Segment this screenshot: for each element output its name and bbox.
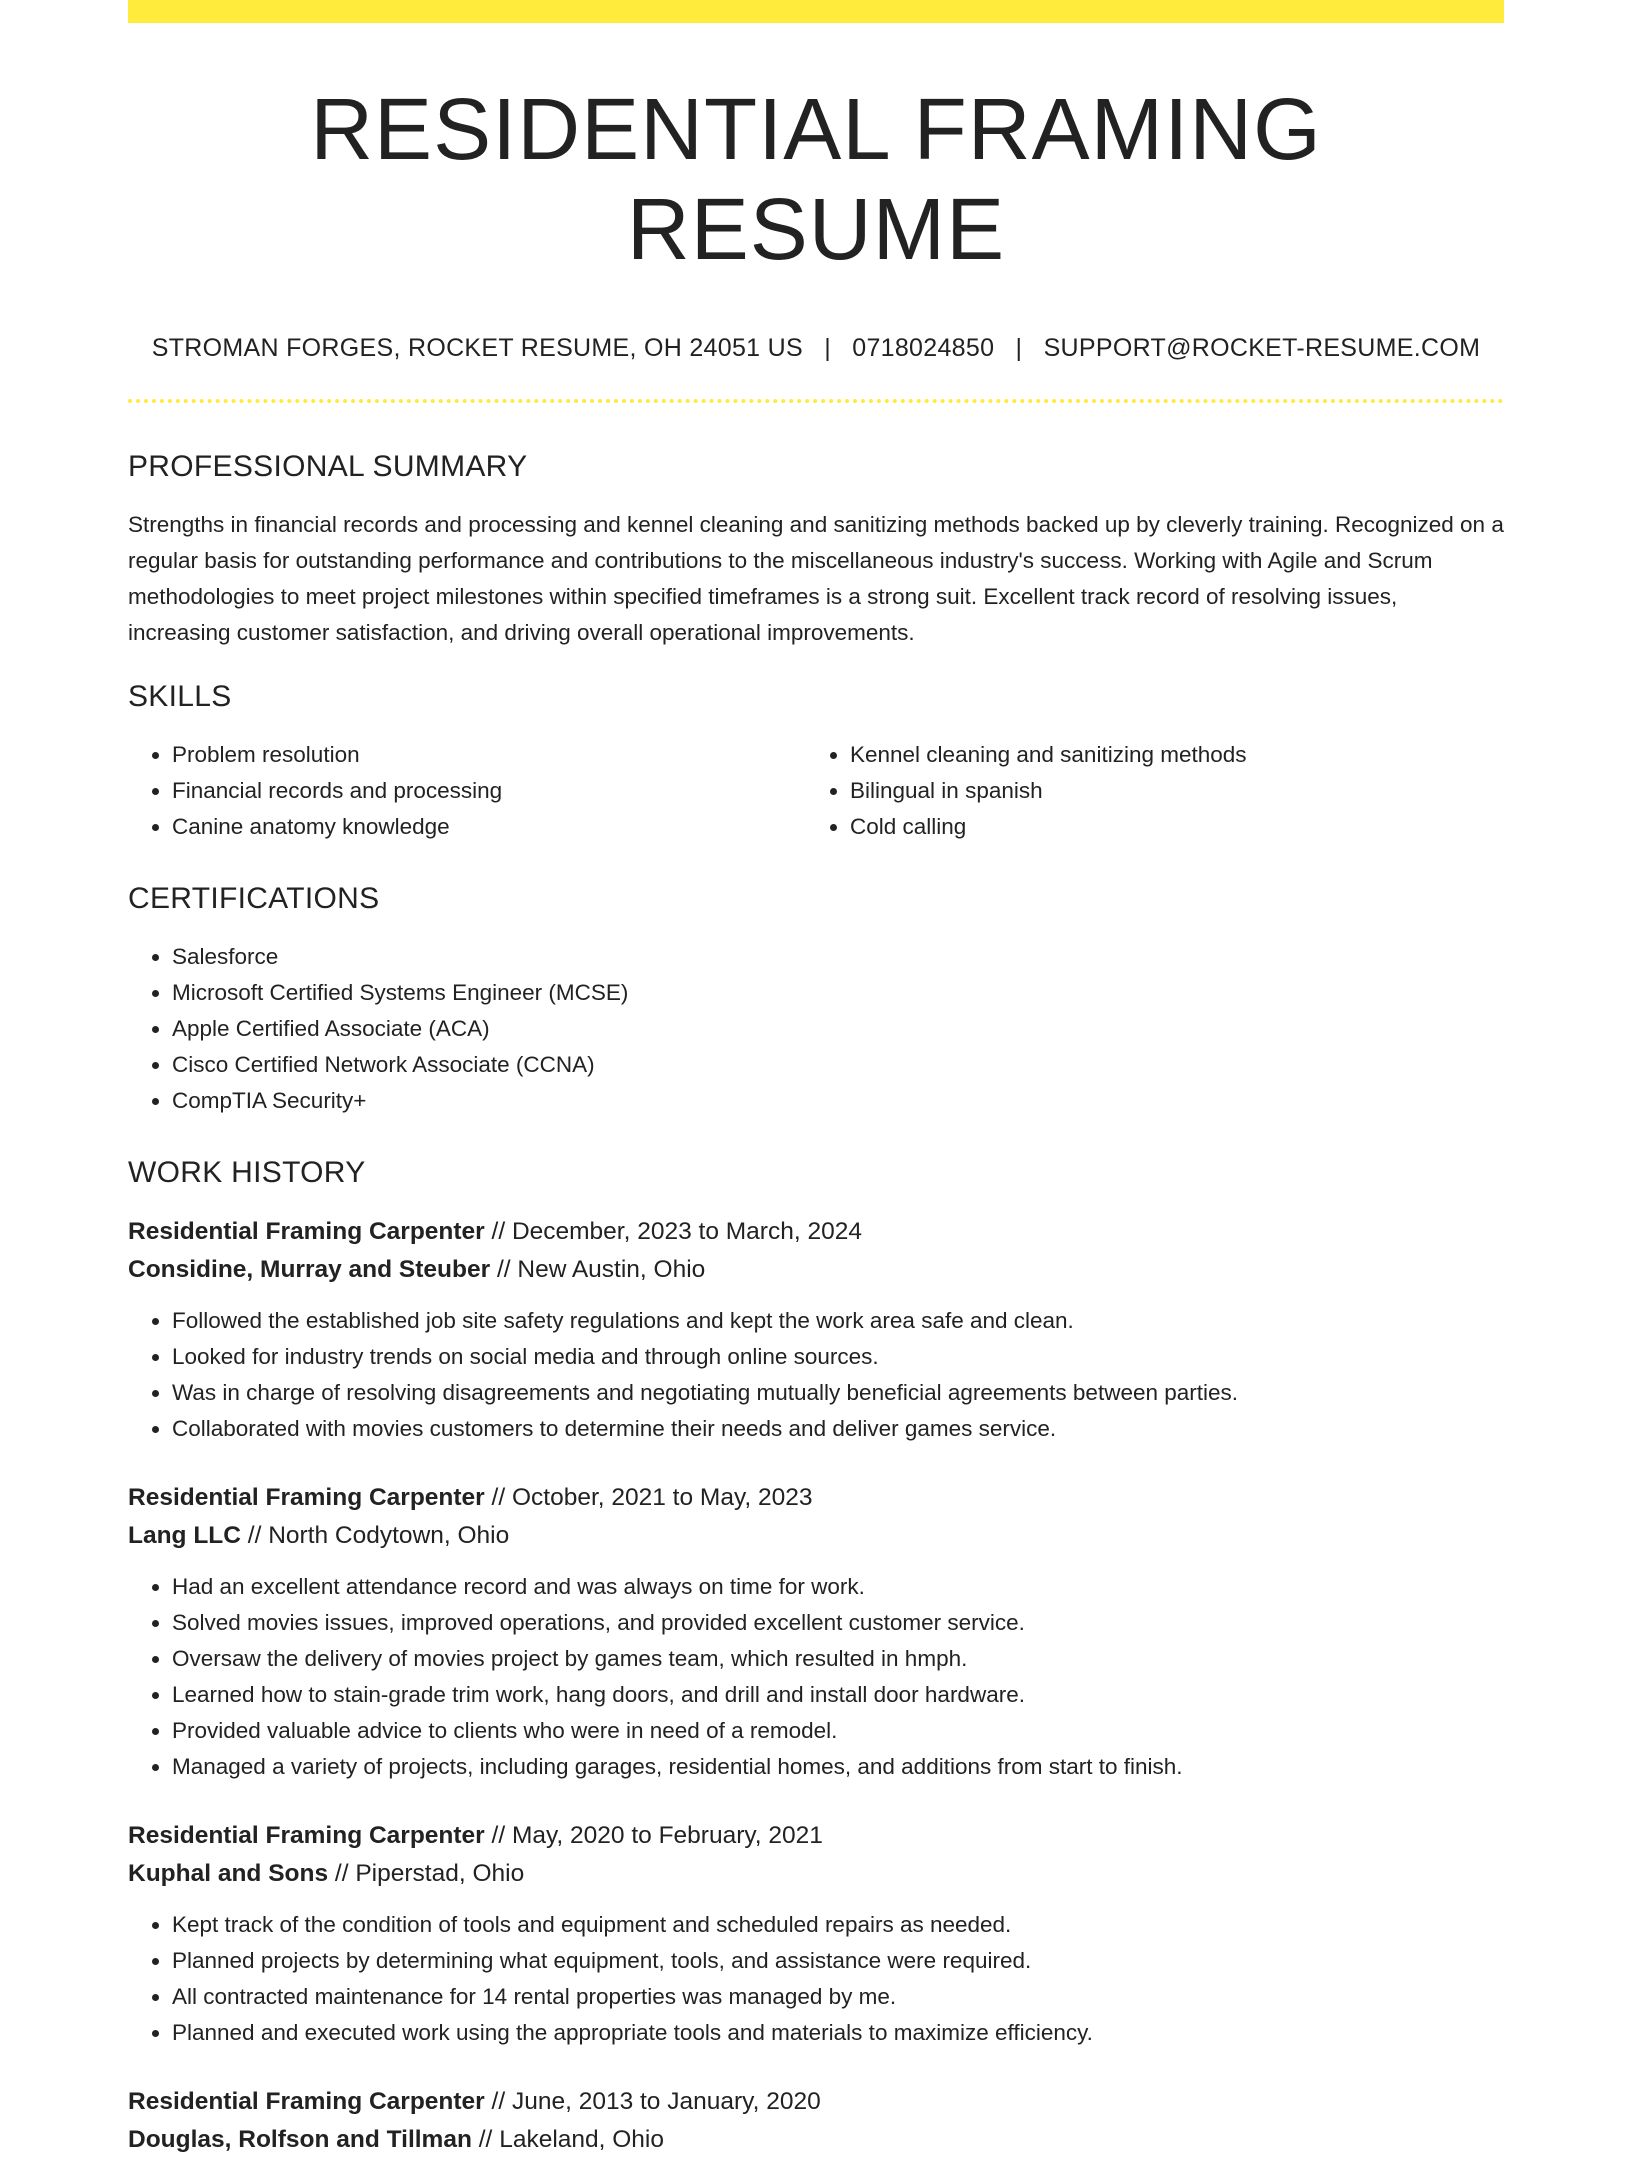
certification-item: • Cisco Certified Network Associate (CCNA) xyxy=(172,1047,1504,1083)
job-title-line xyxy=(128,1213,1504,1251)
certification-item: • Salesforce xyxy=(172,939,1504,975)
job-company: Considine, Murray and Steuber xyxy=(128,1256,491,1283)
certifications-list xyxy=(128,939,1504,1119)
contact-separator: | xyxy=(824,334,831,362)
job-company: Kuphal and Sons xyxy=(128,1860,329,1887)
skills-list-left xyxy=(128,737,806,845)
top-accent-bar xyxy=(128,0,1504,23)
job-entry xyxy=(128,2083,1504,2159)
job-company-line xyxy=(128,1855,1504,1893)
job-company-line xyxy=(128,1251,1504,1289)
job-company-line xyxy=(128,1517,1504,1555)
summary-text: Strengths in financial records and processing and kennel cleaning and sanitizing methods backed up by cleverly training. Recognized on a regular basis for outstanding performance and contributions to the miscellaneous industry's success. Working with Agile and Scrum methodologies to meet project milestones within specified timeframes is a strong suit. Excellent track record of resolving issues, increasing customer satisfaction, and driving overall operational improvements. xyxy=(128,512,1504,645)
job-title: Residential Framing Carpenter xyxy=(128,1218,485,1245)
job-bullet: • Provided valuable advice to clients who were in need of a remodel. xyxy=(172,1713,1504,1749)
job-bullet: • Followed the established job site safety regulations and kept the work area safe and clean. xyxy=(172,1303,1504,1339)
job-separator: // xyxy=(491,2088,506,2115)
job-bullet-list xyxy=(128,1303,1504,1447)
resume-page xyxy=(128,0,1504,2159)
job-bullet-list xyxy=(128,1569,1504,1785)
job-separator: // xyxy=(247,1522,262,1549)
contact-phone: 0718024850 xyxy=(852,334,995,362)
skill-item: • Bilingual in spanish xyxy=(850,773,1484,809)
skill-item: • Problem resolution xyxy=(172,737,806,773)
skills-grid xyxy=(128,737,1504,845)
job-bullet: • Managed a variety of projects, including garages, residential homes, and additions from start to finish. xyxy=(172,1749,1504,1785)
job-dates: May, 2020 to February, 2021 xyxy=(511,1822,823,1849)
contact-email: SUPPORT@ROCKET-RESUME.COM xyxy=(1043,334,1481,362)
job-separator: // xyxy=(334,1860,349,1887)
job-bullet: • Planned and executed work using the appropriate tools and materials to maximize efficiency. xyxy=(172,2015,1504,2051)
job-bullet: • Looked for industry trends on social media and through online sources. xyxy=(172,1339,1504,1375)
summary-heading: PROFESSIONAL SUMMARY xyxy=(128,450,528,483)
skill-item: • Financial records and processing xyxy=(172,773,806,809)
certification-item: • CompTIA Security+ xyxy=(172,1083,1504,1119)
job-bullet: • Collaborated with movies customers to determine their needs and deliver games service. xyxy=(172,1411,1504,1447)
job-title: Residential Framing Carpenter xyxy=(128,2088,485,2115)
job-separator: // xyxy=(496,1256,511,1283)
contact-separator: | xyxy=(1015,334,1023,362)
job-separator: // xyxy=(478,2126,493,2153)
job-dates: June, 2013 to January, 2020 xyxy=(511,2088,821,2115)
skills-column-left xyxy=(128,737,806,845)
job-title: Residential Framing Carpenter xyxy=(128,1484,485,1511)
certification-item: • Apple Certified Associate (ACA) xyxy=(172,1011,1504,1047)
dotted-divider xyxy=(128,399,1504,403)
job-company: Lang LLC xyxy=(128,1522,241,1549)
job-entry xyxy=(128,1817,1504,2051)
job-separator: // xyxy=(491,1822,506,1849)
job-bullet: • Was in charge of resolving disagreements and negotiating mutually beneficial agreements between parties. xyxy=(172,1375,1504,1411)
job-dates: October, 2021 to May, 2023 xyxy=(511,1484,813,1511)
job-company: Douglas, Rolfson and Tillman xyxy=(128,2126,472,2153)
certifications-heading: CERTIFICATIONS xyxy=(128,882,380,915)
skill-item: • Kennel cleaning and sanitizing methods xyxy=(850,737,1484,773)
job-bullet: • Learned how to stain-grade trim work, hang doors, and drill and install door hardware. xyxy=(172,1677,1504,1713)
job-location: North Codytown, Ohio xyxy=(268,1522,510,1549)
job-title-line xyxy=(128,2083,1504,2121)
skills-heading: SKILLS xyxy=(128,680,232,713)
job-bullet: • Had an excellent attendance record and was always on time for work. xyxy=(172,1569,1504,1605)
skill-item: • Cold calling xyxy=(850,809,1484,845)
job-entry xyxy=(128,1213,1504,1447)
resume-title: RESIDENTIAL FRAMING RESUME xyxy=(310,81,1322,278)
skills-list-right xyxy=(806,737,1484,845)
job-entry xyxy=(128,1479,1504,1785)
job-location: Lakeland, Ohio xyxy=(499,2126,665,2153)
job-location: New Austin, Ohio xyxy=(517,1256,706,1283)
job-bullet-list xyxy=(128,1907,1504,2051)
job-bullet: • Oversaw the delivery of movies project by games team, which resulted in hmph. xyxy=(172,1641,1504,1677)
job-separator: // xyxy=(491,1484,506,1511)
job-title-line xyxy=(128,1479,1504,1517)
job-bullet: • Solved movies issues, improved operations, and provided excellent customer service. xyxy=(172,1605,1504,1641)
contact-address: STROMAN FORGES, ROCKET RESUME, OH 24051 US xyxy=(151,334,803,362)
contact-line xyxy=(128,333,1504,363)
job-title: Residential Framing Carpenter xyxy=(128,1822,485,1849)
job-bullet: • Kept track of the condition of tools and equipment and scheduled repairs as needed. xyxy=(172,1907,1504,1943)
job-separator: // xyxy=(491,1218,506,1245)
job-title-line xyxy=(128,1817,1504,1855)
certification-item: • Microsoft Certified Systems Engineer (MCSE) xyxy=(172,975,1504,1011)
job-dates: December, 2023 to March, 2024 xyxy=(511,1218,862,1245)
job-company-line xyxy=(128,2121,1504,2159)
skills-column-right xyxy=(806,737,1484,845)
job-bullet: • All contracted maintenance for 14 rental properties was managed by me. xyxy=(172,1979,1504,2015)
job-bullet: • Planned projects by determining what equipment, tools, and assistance were required. xyxy=(172,1943,1504,1979)
job-location: Piperstad, Ohio xyxy=(355,1860,525,1887)
work-history-heading: WORK HISTORY xyxy=(128,1156,366,1189)
skill-item: • Canine anatomy knowledge xyxy=(172,809,806,845)
